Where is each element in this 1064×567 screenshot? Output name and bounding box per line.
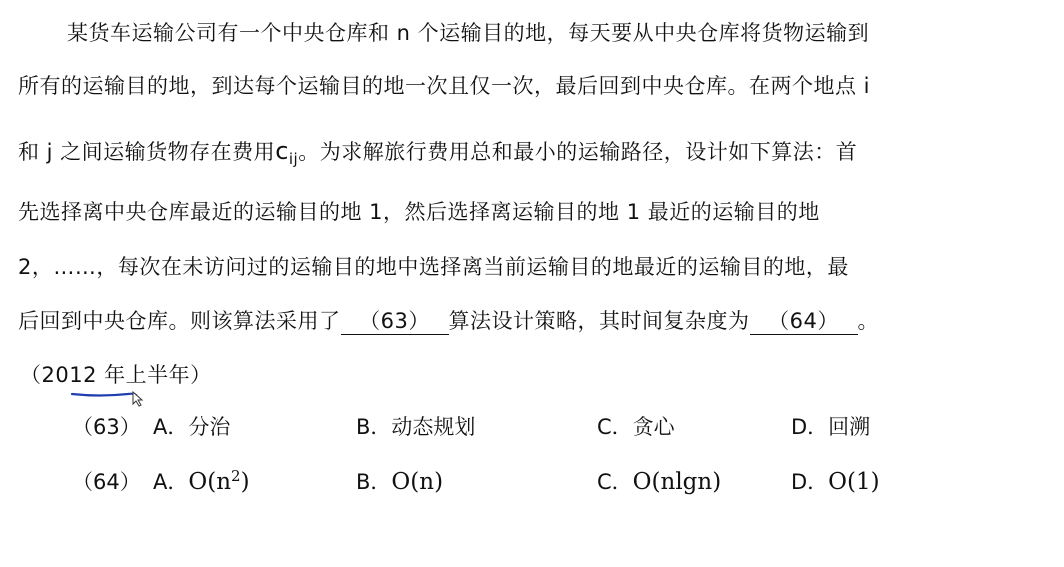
text-line-3-pre: 和 j 之间运输货物存在费用	[18, 140, 276, 164]
q63-option-c: C．贪心	[597, 415, 675, 439]
q64-b-expr: O(n)	[391, 469, 444, 495]
q64-d-label: D．	[791, 470, 829, 494]
source-year: （2012 年上半年）	[20, 363, 212, 387]
q64-b-label: B．	[356, 470, 392, 494]
q63-number: （63）	[72, 415, 141, 439]
q64-a-exponent: 2	[231, 467, 241, 485]
text-line-1: 某货车运输公司有一个中央仓库和 n 个运输目的地，每天要从中央仓库将货物运输到	[67, 21, 870, 45]
q64-a-label: A．	[153, 470, 189, 494]
q63-option-b: B．动态规划	[356, 415, 476, 439]
q64-d-expr: O(1)	[828, 469, 880, 495]
cursor-arrow-icon	[133, 392, 142, 406]
q63-option-a: A．分治	[153, 415, 231, 439]
q64-option-c	[597, 467, 721, 497]
q64-option-d	[791, 467, 880, 497]
text-line-4: 先选择离中央仓库最近的运输目的地 1，然后选择离运输目的地 1 最近的运输目的地	[18, 200, 820, 224]
cost-variable: c	[275, 137, 289, 165]
text-line-6-pre: 后回到中央仓库。则该算法采用了	[18, 309, 341, 333]
q64-option-a	[153, 467, 250, 497]
q64-c-expr: O(nlgn)	[632, 469, 722, 495]
text-line-6-mid: 算法设计策略，其时间复杂度为	[448, 309, 750, 333]
q64-a-base: O(n	[188, 469, 232, 495]
text-line-3-post: 。为求解旅行费用总和最小的运输路径，设计如下算法：首	[298, 140, 858, 164]
q64-option-b	[356, 467, 443, 497]
text-line-2: 所有的运输目的地，到达每个运输目的地一次且仅一次，最后回到中央仓库。在两个地点 i	[18, 74, 871, 98]
blank-63: （63）	[341, 308, 449, 335]
text-line-5: 2，……，每次在未访问过的运输目的地中选择离当前运输目的地最近的运输目的地，最	[18, 255, 849, 279]
q64-number: （64）	[72, 470, 141, 494]
blank-64: （64）	[750, 308, 858, 335]
cost-subscript: ij	[288, 150, 299, 168]
q64-a-close: )	[240, 469, 250, 495]
pen-underline-stroke	[72, 394, 136, 396]
q64-c-label: C．	[597, 470, 633, 494]
text-line-6-post: 。	[857, 309, 879, 333]
q63-option-d: D．回溯	[791, 415, 871, 439]
